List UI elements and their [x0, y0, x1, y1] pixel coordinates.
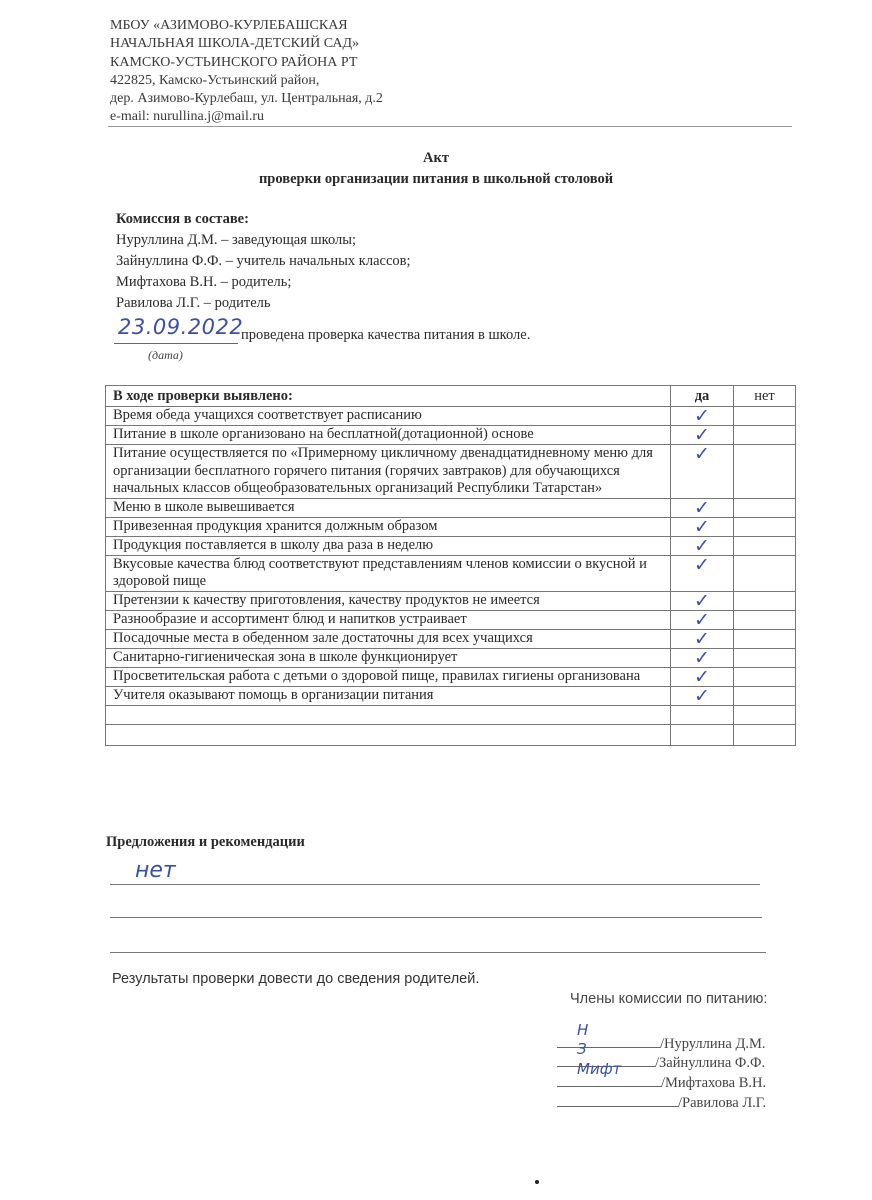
header-line: дер. Азимово-Курлебаш, ул. Центральная, д.2 — [110, 91, 383, 107]
row-no — [734, 591, 796, 610]
check-mark-icon: ✓ — [671, 407, 734, 426]
scan-dot — [535, 1180, 539, 1184]
check-mark-icon: ✓ — [671, 648, 734, 667]
suggestion-line — [110, 917, 762, 918]
suggestion-line — [110, 952, 766, 953]
header-item: В ходе проверки выявлено: — [106, 386, 671, 407]
signatures-heading: Члены комиссии по питанию: — [570, 991, 768, 1007]
header-email: e-mail: nurullina.j@mail.ru — [110, 109, 265, 125]
table-row — [106, 426, 796, 445]
row-text: Время обеда учащихся соответствует расписанию — [106, 407, 671, 426]
check-mark-icon: ✓ — [671, 517, 734, 536]
suggestions-heading: Предложения и рекомендации — [106, 834, 305, 850]
check-mark-icon: ✓ — [671, 498, 734, 517]
check-mark-icon: ✓ — [671, 686, 734, 705]
date-sentence: проведена проверка качества питания в школе. — [241, 327, 531, 343]
school-header — [110, 17, 383, 127]
row-no — [734, 629, 796, 648]
signature-row — [557, 1092, 766, 1112]
row-no — [734, 610, 796, 629]
check-mark-icon: ✓ — [671, 445, 734, 499]
row-no — [734, 517, 796, 536]
commission-member: Равилова Л.Г. – родитель — [116, 295, 271, 311]
check-mark-icon: ✓ — [671, 591, 734, 610]
row-text: Посадочные места в обеденном зале достаточны для всех учащихся — [106, 629, 671, 648]
date-underline — [114, 343, 238, 344]
row-text: Разнообразие и ассортимент блюд и напитков устраивает — [106, 610, 671, 629]
signature-mark: З — [577, 1040, 587, 1058]
commission-member: Мифтахова В.Н. – родитель; — [116, 274, 292, 290]
table-row — [106, 667, 796, 686]
signature-mark: Мифт — [577, 1060, 622, 1078]
row-text: Претензии к качеству приготовления, качеству продуктов не имеется — [106, 591, 671, 610]
check-mark-icon: ✓ — [671, 629, 734, 648]
check-mark-icon: ✓ — [671, 610, 734, 629]
commission-heading: Комиссия в составе: — [116, 211, 249, 227]
signature-line — [557, 1060, 661, 1087]
table-row — [106, 498, 796, 517]
row-text: Привезенная продукция хранится должным образом — [106, 517, 671, 536]
table-row — [106, 536, 796, 555]
header-no: нет — [734, 386, 796, 407]
signature-name: /Мифтахова В.Н. — [661, 1075, 767, 1091]
row-no — [734, 686, 796, 705]
row-no — [734, 667, 796, 686]
signature-row — [557, 1021, 766, 1053]
table-row-empty — [106, 705, 796, 724]
table-row — [106, 629, 796, 648]
inspection-table — [105, 385, 796, 746]
header-divider — [108, 126, 792, 127]
table-row — [106, 445, 796, 499]
table-row-empty — [106, 724, 796, 745]
header-yes: да — [671, 386, 734, 407]
row-no — [734, 536, 796, 555]
row-text: Учителя оказывают помощь в организации питания — [106, 686, 671, 705]
handwritten-suggestion: нет — [135, 858, 176, 883]
signature-name: /Равилова Л.Г. — [678, 1095, 767, 1111]
row-no — [734, 555, 796, 591]
table-row — [106, 686, 796, 705]
table-row — [106, 648, 796, 667]
check-mark-icon: ✓ — [671, 555, 734, 591]
commission-block — [116, 209, 411, 314]
row-no — [734, 426, 796, 445]
commission-member: Зайнуллина Ф.Ф. – учитель начальных классов; — [116, 253, 411, 269]
header-line: КАМСКО-УСТЬИНСКОГО РАЙОНА РТ — [110, 54, 358, 70]
row-no — [734, 498, 796, 517]
handwritten-date: 23.09.2022 — [118, 315, 244, 339]
header-line: МБОУ «АЗИМОВО-КУРЛЕБАШСКАЯ — [110, 18, 348, 33]
row-text: Продукция поставляется в школу два раза в неделю — [106, 536, 671, 555]
header-line: НАЧАЛЬНАЯ ШКОЛА-ДЕТСКИЙ САД» — [110, 36, 360, 52]
table-row — [106, 555, 796, 591]
signature-line — [557, 1021, 660, 1048]
row-text: Вкусовые качества блюд соответствуют представлениям членов комиссии о вкусной и здоровой пище — [106, 555, 671, 591]
check-mark-icon: ✓ — [671, 426, 734, 445]
row-text: Питание осуществляется по «Примерному цикличному двенадцатидневному меню для организации бесплатного горячего питания (горячих завтраков) для обучающихся начальных классов общеобразовательных организаций Республики Татарстан» — [106, 445, 671, 499]
suggestion-line — [110, 884, 760, 885]
signature-name: /Нуруллина Д.М. — [660, 1036, 766, 1052]
signature-name: /Зайнуллина Ф.Ф. — [655, 1055, 766, 1071]
row-text: Просветительская работа с детьми о здоровой пище, правилах гигиены организована — [106, 667, 671, 686]
document-subtitle: проверки организации питания в школьной столовой — [258, 171, 614, 187]
table-header-row — [106, 386, 796, 407]
result-text: Результаты проверки довести до сведения родителей. — [112, 971, 480, 987]
row-no — [734, 445, 796, 499]
check-mark-icon: ✓ — [671, 536, 734, 555]
table-row — [106, 517, 796, 536]
row-no — [734, 648, 796, 667]
date-caption: (дата) — [148, 348, 183, 362]
row-text: Санитарно-гигиеническая зона в школе функционирует — [106, 648, 671, 667]
table-row — [106, 407, 796, 426]
row-text: Питание в школе организовано на бесплатной(дотационной) основе — [106, 426, 671, 445]
header-line: 422825, Камско-Устьинский район, — [110, 72, 320, 88]
signature-line — [557, 1092, 678, 1107]
row-no — [734, 407, 796, 426]
document-title: Акт — [423, 150, 449, 166]
commission-member: Нуруллина Д.М. – заведующая школы; — [116, 232, 357, 248]
check-mark-icon: ✓ — [671, 667, 734, 686]
table-row — [106, 610, 796, 629]
signature-mark: Н — [577, 1021, 589, 1039]
table-row — [106, 591, 796, 610]
row-text: Меню в школе вывешивается — [106, 498, 671, 517]
